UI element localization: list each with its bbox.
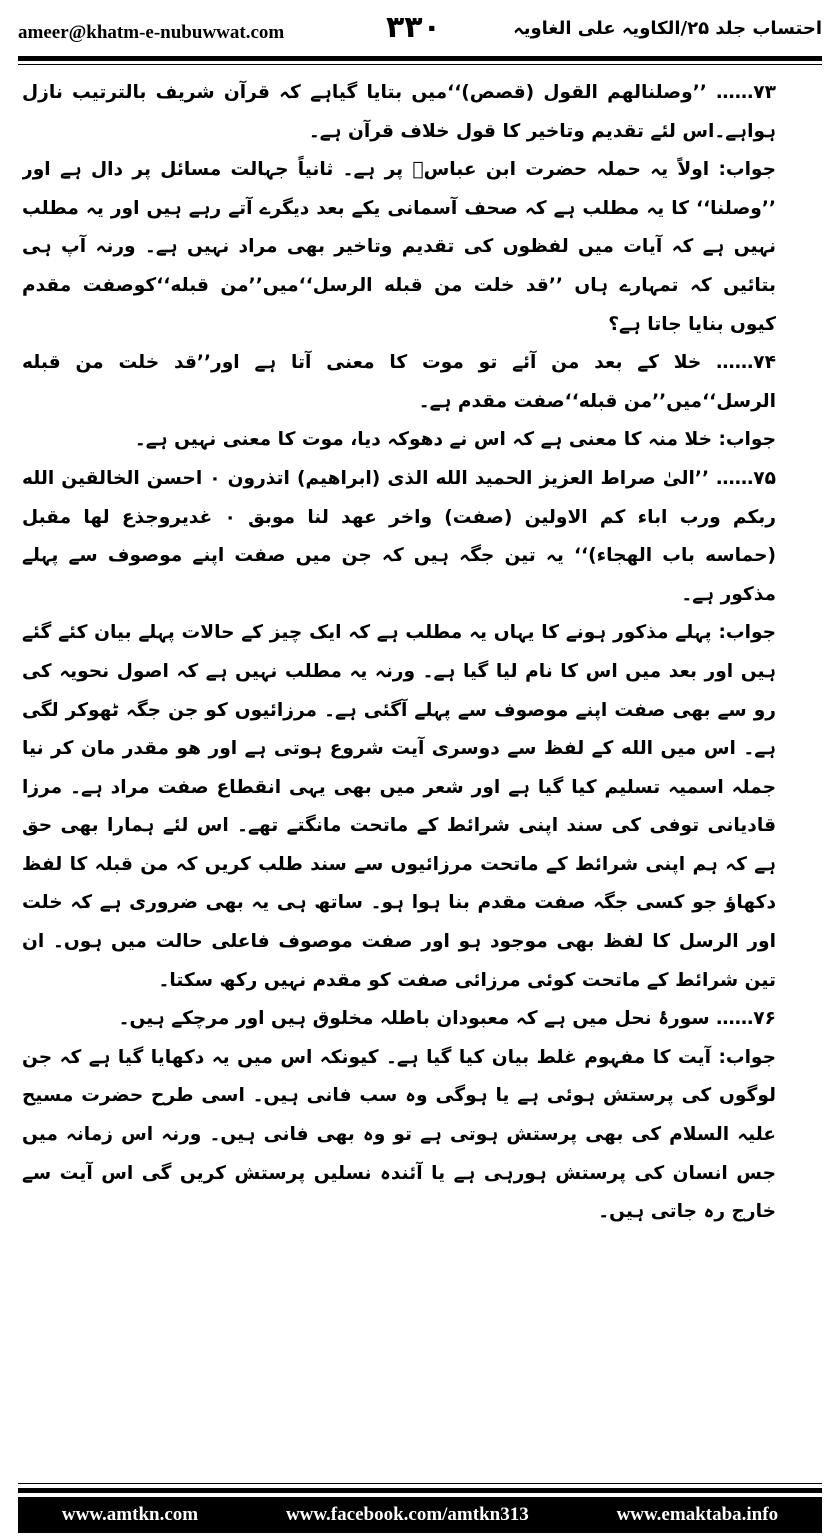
answer-74: جواب: خلا منہ کا معنی ہے کہ اس نے دھوکہ دیا، موت کا معنی نہیں ہے۔ (134, 429, 776, 451)
footer-link-facebook[interactable]: www.facebook.com/amtkn313 (285, 1504, 529, 1525)
page-footer (18, 1497, 822, 1533)
page-number: ۳۳۰ (386, 10, 441, 45)
header-rule-thin (18, 64, 822, 65)
book-title: احتساب جلد ۲۵/الکاویہ علی الغاویہ (513, 18, 822, 39)
footer-rule-thin (18, 1483, 822, 1484)
question-73: ۷۳…… ’’وصلنالهم القول (قصص)‘‘میں بتایا گیاہے کہ قرآن شریف بالترتیب نازل ہواہے۔اس لئے تقدیم وتاخیر کا قول خلاف قرآن ہے۔ (22, 82, 776, 142)
question-75: ۷۵…… ’’الیٰ صراط العزیز الحمید الله الذی (ابراهیم) اتذرون ۰ احسن الخالقین الله ربکم ورب اباء کم الاولین (صفت) واخر عهد لنا موبق ۰ غدیروجذع لها مقبل (حماسه باب الهجاء)‘‘ یہ تین جگہ ہیں کہ جن میں صفت اپنے موصوف سے پہلے مذکور ہے۔ (22, 467, 776, 605)
answer-73: جواب: اولاً یہ حملہ حضرت ابن عباسؓ پر ہے۔ ثانیاً جہالت مسائل پر دال ہے اور ’’وصلنا‘‘ کا یہ مطلب ہے کہ صحف آسمانی یکے بعد دیگرے آتے رہے ہیں اور یہ مطلب نہیں ہے کہ آیات میں لفظوں کی تقدیم وتاخیر بھی مراد نہیں ہے۔ ورنہ آپ ہی بتائیں کہ تمہارے ہاں ’’قد خلت من قبله الرسل‘‘میں’’من قبله‘‘کوصفت مقدم کیوں بنایا جاتا ہے؟ (22, 159, 776, 335)
header-email: ameer@khatm-e-nubuwwat.com (18, 22, 285, 43)
page-body (22, 74, 818, 1478)
question-74: ۷۴…… خلا کے بعد من آئے تو موت کا معنی آتا ہے اور’’قد خلت من قبله الرسل‘‘میں’’من قبله‘‘صفت مقدم ہے۔ (22, 352, 776, 412)
footer-link-emaktaba[interactable]: www.emaktaba.info (616, 1504, 779, 1525)
footer-link-amtkn[interactable]: www.amtkn.com (61, 1504, 199, 1525)
question-76: ۷۶…… سورۂ نحل میں ہے کہ معبودان باطلہ مخلوق ہیں اور مرچکے ہیں۔ (118, 1008, 776, 1030)
page-header (18, 10, 822, 52)
header-rule-thick (18, 56, 822, 61)
answer-75: جواب: پہلے مذکور ہونے کا یہاں یہ مطلب ہے کہ ایک چیز کے حالات پہلے بیان کئے گئے ہیں اور بعد میں اس کا نام لیا گیا ہے۔ ورنہ یہ مطلب نہیں ہے کہ اصول نحویہ کی رو سے بھی صفت اپنے موصوف سے پہلے آگئی ہے۔ مرزائیوں کو جن جگہ ٹھوکر لگی ہے۔ اس میں الله کے لفظ سے دوسری آیت شروع ہوتی ہے اور ھو مقدر مان کر نیا جملہ اسمیہ تسلیم کیا گیا ہے اور شعر میں بھی یہی انقطاع صفت مراد ہے۔ مرزا قادیانی توفی کی سند اپنی شرائط کے ماتحت مانگتے تھے۔ اس لئے ہمارا بھی حق ہے کہ ہم اپنی شرائط کے ماتحت مرزائیوں سے سند طلب کریں کہ من قبلہ کا لفظ دکھاؤ جو کسی جگہ صفت مقدم بنا ہوا ہو۔ ساتھ ہی یہ بھی ضروری ہے کہ خلت اور الرسل کا لفظ بھی موجود ہو اور صفت موصوف فاعلی حالت میں ہوں۔ ان تین شرائط کے ماتحت کوئی مرزائی صفت کو مقدم نہیں رکھ سکتا۔ (22, 622, 776, 991)
footer-rule-thick (18, 1488, 822, 1493)
answer-76: جواب: آیت کا مفہوم غلط بیان کیا گیا ہے۔ کیونکہ اس میں یہ دکھایا گیا ہے کہ جن لوگوں کی پرستش ہوئی ہے یا ہوگی وہ سب فانی ہیں۔ اسی طرح حضرت مسیح علیہ السلام کی بھی پرستش ہوتی ہے تو وہ بھی فانی ہیں۔ ورنہ اس زمانہ میں جس انسان کی پرستش ہورہی ہے یا آئندہ نسلیں پرستش کریں گی اس آیت سے خارج رہ جاتی ہیں۔ (22, 1046, 776, 1223)
